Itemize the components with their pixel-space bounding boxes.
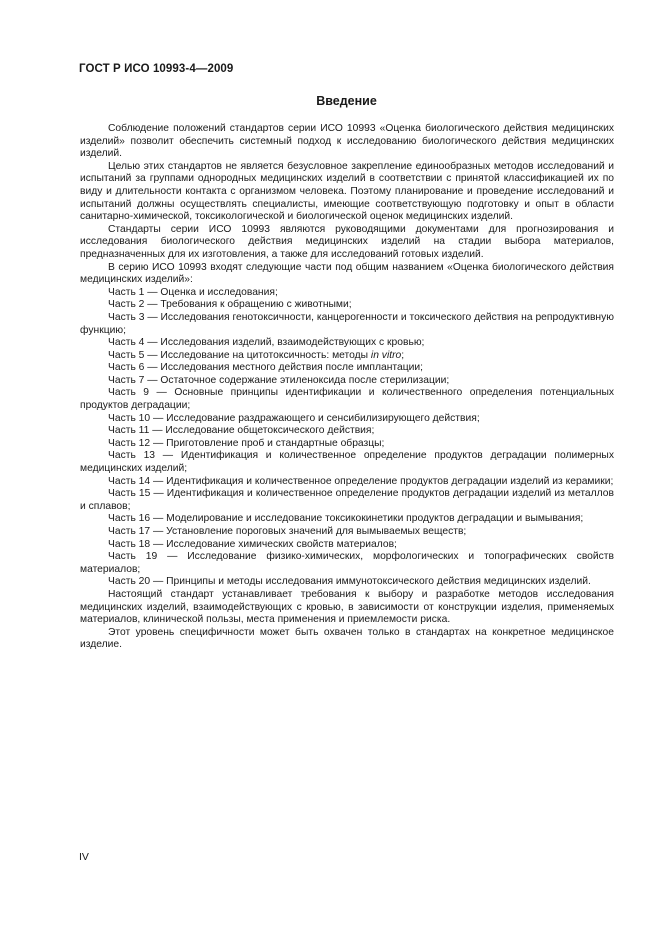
list-item: Часть 14 — Идентификация и количественное определение продуктов деградации изделий из керамики; — [108, 475, 614, 487]
paragraph: Стандарты серии ИСО 10993 являются руководящими документами для прогнозирования и исследования биологического действия медицинских изделий на стадии выбора материалов, предназначенных для их изготовления, а также для исследований готовых изделий. — [80, 223, 614, 260]
list-item: Часть 1 — Оценка и исследования; — [108, 286, 278, 298]
list-item: Часть 18 — Исследование химических свойств материалов; — [108, 538, 397, 550]
list-item: Часть 11 — Исследование общетоксического действия; — [108, 425, 375, 437]
paragraph: В серию ИСО 10993 входят следующие части под общим названием «Оценка биологического действия медицинских изделий»: — [80, 261, 614, 286]
document-header: ГОСТ Р ИСО 10993-4—2009 — [79, 63, 234, 75]
list-item: Часть 3 — Исследования генотоксичности, канцерогенности и токсического действия на репродуктивную функцию; — [80, 311, 614, 336]
list-item: Часть 5 — Исследование на цитотоксичность: методы in vitro; — [108, 349, 405, 361]
list-item: Часть 17 — Установление пороговых значений для вымываемых веществ; — [108, 526, 467, 537]
list-item: Часть 15 — Идентификация и количественное определение продуктов деградации изделий из металлов и сплавов; — [80, 488, 614, 512]
paragraph: Целью этих стандартов не является безусловное закрепление единообразных методов исследований и испытаний за группами однородных медицинских изделий в соответствии с принятой классификацией их по виду и длительности контакта с организмом человека. Поэтому планирование и проведение исследований и испытаний должны осуществлять специалисты, имеющие соответствующую подготовку и опыт в области санитарно-химической, токсикологической и биологической оценок медицинских изделий. — [80, 160, 614, 223]
list-item: Часть 9 — Основные принципы идентификации и количественного определения потенциальных продуктов деградации; — [80, 387, 614, 412]
document-body — [80, 123, 614, 652]
page-number: IV — [79, 851, 89, 863]
paragraph: Соблюдение положений стандартов серии ИСО 10993 «Оценка биологического действия медицинских изделий» позволит обеспечить системный подход к исследованию биологического действия медицинских изделий. — [80, 123, 614, 160]
list-item: Часть 10 — Исследование раздражающего и сенсибилизирующего действия; — [108, 412, 480, 424]
list-item: Часть 2 — Требования к обращению с животными; — [108, 299, 352, 311]
list-item: Часть 19 — Исследование физико-химических, морфологических и топографических свойств материалов; — [80, 551, 614, 575]
paragraph: Этот уровень специфичности может быть охвачен только в стандартах на конкретное медицинское изделие. — [80, 626, 614, 651]
list-item: Часть 13 — Идентификация и количественное определение продуктов деградации полимерных медицинских изделий; — [80, 450, 614, 475]
list-item: Часть 4 — Исследования изделий, взаимодействующих с кровью; — [108, 337, 425, 349]
list-item: Часть 12 — Приготовление проб и стандартные образцы; — [108, 437, 385, 449]
list-item: Часть 16 — Моделирование и исследование токсикокинетики продуктов деградации и вымывания; — [108, 513, 584, 525]
list-item: Часть 7 — Остаточное содержание этиленоксида после стерилизации; — [108, 374, 450, 386]
list-item: Часть 6 — Исследования местного действия после имплантации; — [108, 362, 423, 374]
list-item: Часть 20 — Принципы и методы исследования иммунотоксического действия медицинских изделий. — [108, 576, 591, 588]
section-title: Введение — [316, 94, 377, 108]
paragraph: Настоящий стандарт устанавливает требования к выбору и разработке методов исследования медицинских изделий, взаимодействующих с кровью, в зависимости от конструкции изделия, применяемых материалов, клинической пользы, места применения и приемлемости риска. — [80, 588, 614, 626]
